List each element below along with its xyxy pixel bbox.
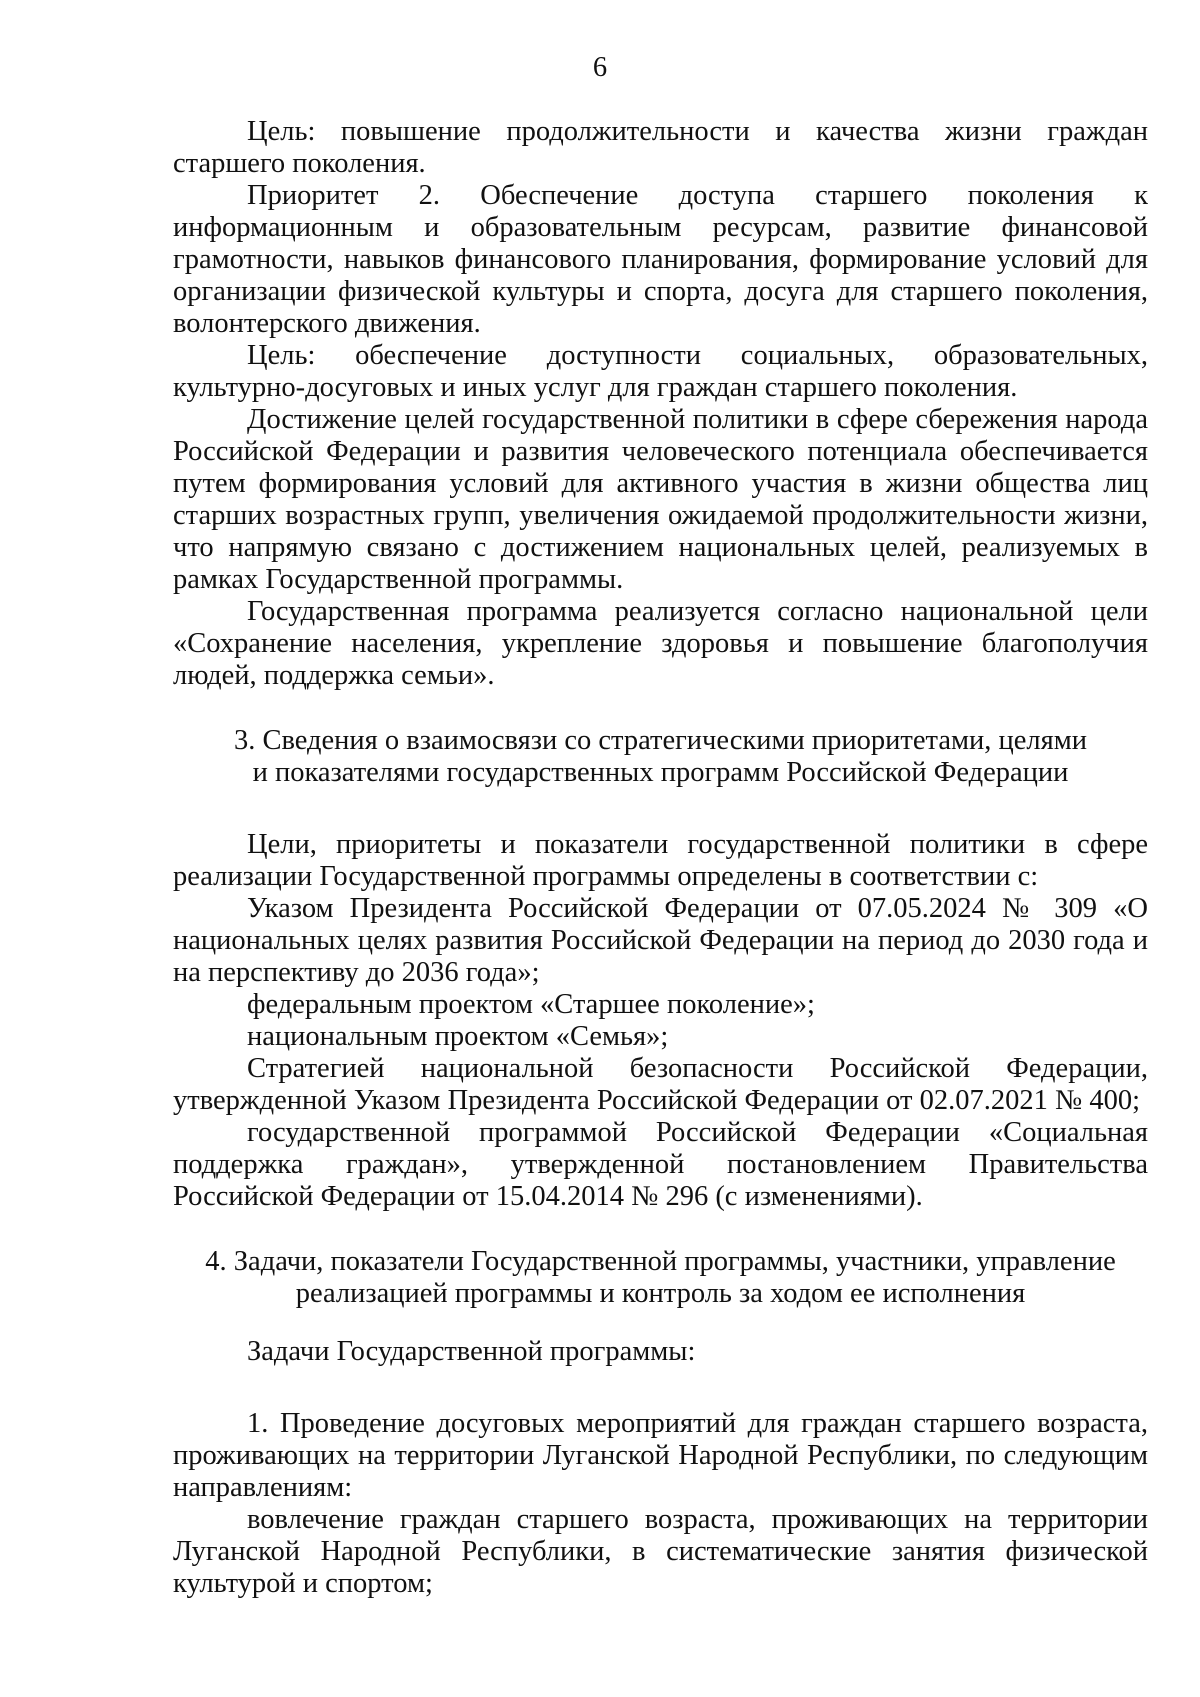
paragraph-security-strategy: Стратегией национальной безопасности Российской Федерации, утвержденной Указом Президента Российской Федерации от 02.07.2021 № 400;: [173, 1053, 1148, 1116]
paragraph-presidential-decree: Указом Президента Российской Федерации от 07.05.2024 № 309 «О национальных целях развития Российской Федерации на период до 2030 года и на перспективу до 2036 года»;: [173, 893, 1148, 988]
section-4-heading-line-2: реализацией программы и контроль за ходом ее исполнения: [295, 1278, 1026, 1309]
paragraph-state-program: государственной программой Российской Федерации «Социальная поддержка граждан», утвержденной постановлением Правительства Российской Федерации от 15.04.2014 № 296 (с изменениями).: [173, 1117, 1148, 1212]
paragraph-federal-project: федеральным проектом «Старшее поколение»;: [247, 989, 815, 1020]
paragraph-goals-priorities: Цели, приоритеты и показатели государственной политики в сфере реализации Государственной программы определены в соответствии с:: [173, 829, 1148, 892]
section-3-heading-line-2: и показателями государственных программ Российской Федерации: [252, 757, 1069, 788]
section-4-heading-line-1: 4. Задачи, показатели Государственной программы, участники, управление: [205, 1246, 1116, 1277]
paragraph-tasks-intro: Задачи Государственной программы:: [247, 1336, 696, 1367]
paragraph-national-project: национальным проектом «Семья»;: [247, 1021, 669, 1052]
paragraph-goal-1: Цель: повышение продолжительности и качества жизни граждан старшего поколения.: [173, 116, 1148, 179]
paragraph-task-1: 1. Проведение досуговых мероприятий для граждан старшего возраста, проживающих на территории Луганской Народной Республики, по следующим направлениям:: [173, 1408, 1148, 1503]
section-3-heading-line-1: 3. Сведения о взаимосвязи со стратегическими приоритетами, целями: [233, 725, 1088, 756]
paragraph-task-1-direction: вовлечение граждан старшего возраста, проживающих на территории Луганской Народной Республики, в систематические занятия физической культурой и спортом;: [173, 1504, 1148, 1599]
paragraph-goal-2: Цель: обеспечение доступности социальных, образовательных, культурно-досуговых и иных услуг для граждан старшего поколения.: [173, 340, 1148, 403]
page-number: 6: [592, 52, 608, 83]
paragraph-priority-2: Приоритет 2. Обеспечение доступа старшего поколения к информационным и образовательным ресурсам, развитие финансовой грамотности, навыков финансового планирования, формирование условий для организации физической культуры и спорта, досуга для старшего поколения, волонтерского движения.: [173, 180, 1148, 339]
document-body: [173, 116, 1148, 1600]
paragraph-national-goal: Государственная программа реализуется согласно национальной цели «Сохранение населения, укрепление здоровья и повышение благополучия людей, поддержка семьи».: [173, 596, 1148, 691]
paragraph-achievement: Достижение целей государственной политики в сфере сбережения народа Российской Федерации и развития человеческого потенциала обеспечивается путем формирования условий для активного участия в жизни общества лиц старших возрастных групп, увеличения ожидаемой продолжительности жизни, что напрямую связано с достижением национальных целей, реализуемых в рамках Государственной программы.: [173, 404, 1148, 595]
